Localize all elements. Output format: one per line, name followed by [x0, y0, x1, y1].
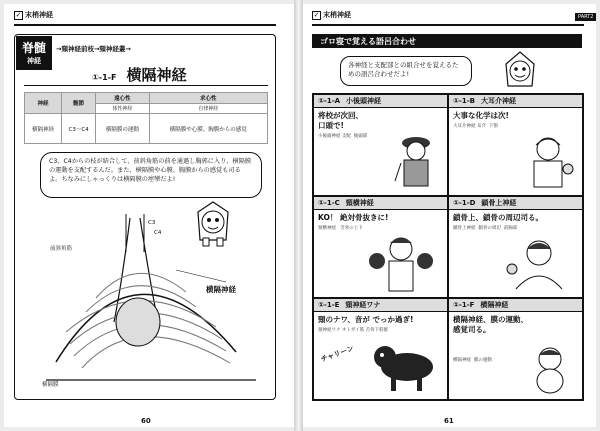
nerve-table [24, 92, 268, 144]
table-header-nerve: 神経 [25, 93, 62, 114]
mnemonic-card-f [448, 298, 583, 400]
card-mnemonic: 鎖骨上、鎖骨の周辺司る。 [453, 213, 543, 222]
right-page-number: 61 [444, 417, 454, 425]
label-phrenic: 横隔神経 [206, 285, 236, 294]
spine-badge [16, 36, 52, 70]
label-scalene: 前斜角筋 [50, 246, 73, 252]
sound-effect: チャリーン [319, 344, 355, 364]
check-icon: ✓ [15, 10, 22, 19]
card-mnemonic: 頸のナワ、音が でっか過ぎ! [318, 315, 414, 324]
boxer-illustration [361, 231, 441, 293]
mnemonic-card-b [448, 94, 583, 196]
card-code: ①-1-C [318, 199, 340, 207]
table-cell-afferent: 横隔膜や心膜、胸膜からの感覚 [149, 114, 267, 144]
card-ruby: 大耳介神経 耳介 下顎 [453, 124, 498, 129]
card-ruby: 鎖骨上神経 鎖骨の周辺 前胸部 [453, 226, 518, 231]
left-header [14, 10, 53, 20]
mascot-illustration [500, 50, 540, 92]
anatomy-illustration [26, 212, 266, 392]
mnemonic-grid [312, 93, 584, 401]
right-header-rule [312, 24, 584, 26]
card-code: ①-1-F [453, 301, 475, 309]
mnemonic-card-d [448, 196, 583, 298]
nerve-name: 横隔神経 [126, 66, 187, 84]
book-gutter [294, 0, 303, 431]
nerve-path: →頸神経前枝→頸神経叢→ [56, 45, 131, 53]
left-header-text: 末梢神経 [25, 11, 53, 19]
card-code: ①-1-D [453, 199, 476, 207]
spine-badge-sub: 神経 [27, 57, 41, 65]
check-icon: ✓ [313, 10, 320, 19]
dog-illustration [365, 337, 441, 395]
card-mnemonic: KO！ 絶対骨抜きに! [318, 213, 389, 222]
label-diaphragm: 横隔膜 [42, 382, 59, 388]
card-mnemonic: 横隔神経、膜の運動、 感覚司る。 [453, 315, 528, 334]
mnemonic-banner: ゴロ寝で覚える語呂合わせ [312, 34, 582, 48]
left-page-number: 60 [141, 417, 151, 425]
card-code: ①-1-A [318, 97, 341, 105]
card-title: 小後頭神経 [346, 97, 382, 105]
officer-illustration [391, 131, 441, 191]
table-cell-segment: C3〜C4 [62, 114, 96, 144]
right-header [312, 10, 351, 20]
explanation-bubble: C3、C4からの枝が結合して、前斜角筋の前を通過し胸郭に入り、横隔膜の運動を支配するんだ。また、横隔膜や心膜、胸膜からの感覚も司るよ。ちなみにしゃっくりは横隔膜の痙攣だよ! [40, 152, 262, 198]
card-title: 頸横神経 [345, 199, 374, 207]
mnemonic-card-e [313, 298, 448, 400]
table-header-segment: 髄節 [62, 93, 96, 114]
card-title: 頸神経ワナ [345, 301, 381, 309]
card-ruby: 頸神経ワナ オトガイ筋 舌骨下筋群 [318, 328, 389, 333]
card-ruby: 小後頭神経 支配 後頭部 [318, 134, 368, 139]
title-rule [24, 85, 268, 86]
intro-bubble: 各神経と支配部との組合せを覚えるための語呂合わせだよ! [340, 56, 472, 86]
card-ruby: 横隔神経 膜の運動 [453, 358, 492, 363]
card-title: 鎖骨上神経 [481, 199, 517, 207]
label-c3: C3 [148, 220, 156, 226]
label-c4: C4 [154, 230, 162, 236]
table-subheader-autonomic: 自律神経 [149, 104, 267, 114]
left-header-rule [14, 24, 276, 26]
right-header-text: 末梢神経 [323, 11, 351, 19]
mnemonic-card-c [313, 196, 448, 298]
man-illustration [502, 233, 576, 293]
table-header-afferent: 求心性 [149, 93, 267, 104]
card-code: ①-1-B [453, 97, 475, 105]
card-title: 横隔神経 [480, 301, 509, 309]
table-cell-efferent: 横隔膜の運動 [96, 114, 149, 144]
part-tag: PART2 [575, 13, 596, 21]
card-mnemonic: 将校が次回、 口頭で! [318, 111, 363, 130]
table-subheader-somatic: 体性神経 [96, 104, 149, 114]
nerve-code: ①-1-F [92, 73, 117, 82]
card-mnemonic: 大事な化学は次! [453, 111, 509, 120]
spine-badge-label: 脊髄 [21, 41, 46, 55]
table-header-efferent: 遠心性 [96, 93, 149, 104]
nerve-title-row [92, 64, 186, 85]
card-title: 大耳介神経 [480, 97, 516, 105]
mnemonic-card-a [313, 94, 448, 196]
table-cell-nerve: 横隔神経 [25, 114, 62, 144]
card-code: ①-1-E [318, 301, 340, 309]
baby-illustration [524, 345, 576, 395]
scientist-illustration [520, 131, 576, 191]
card-ruby: 頸横神経 舌骨の上下 [318, 226, 363, 231]
